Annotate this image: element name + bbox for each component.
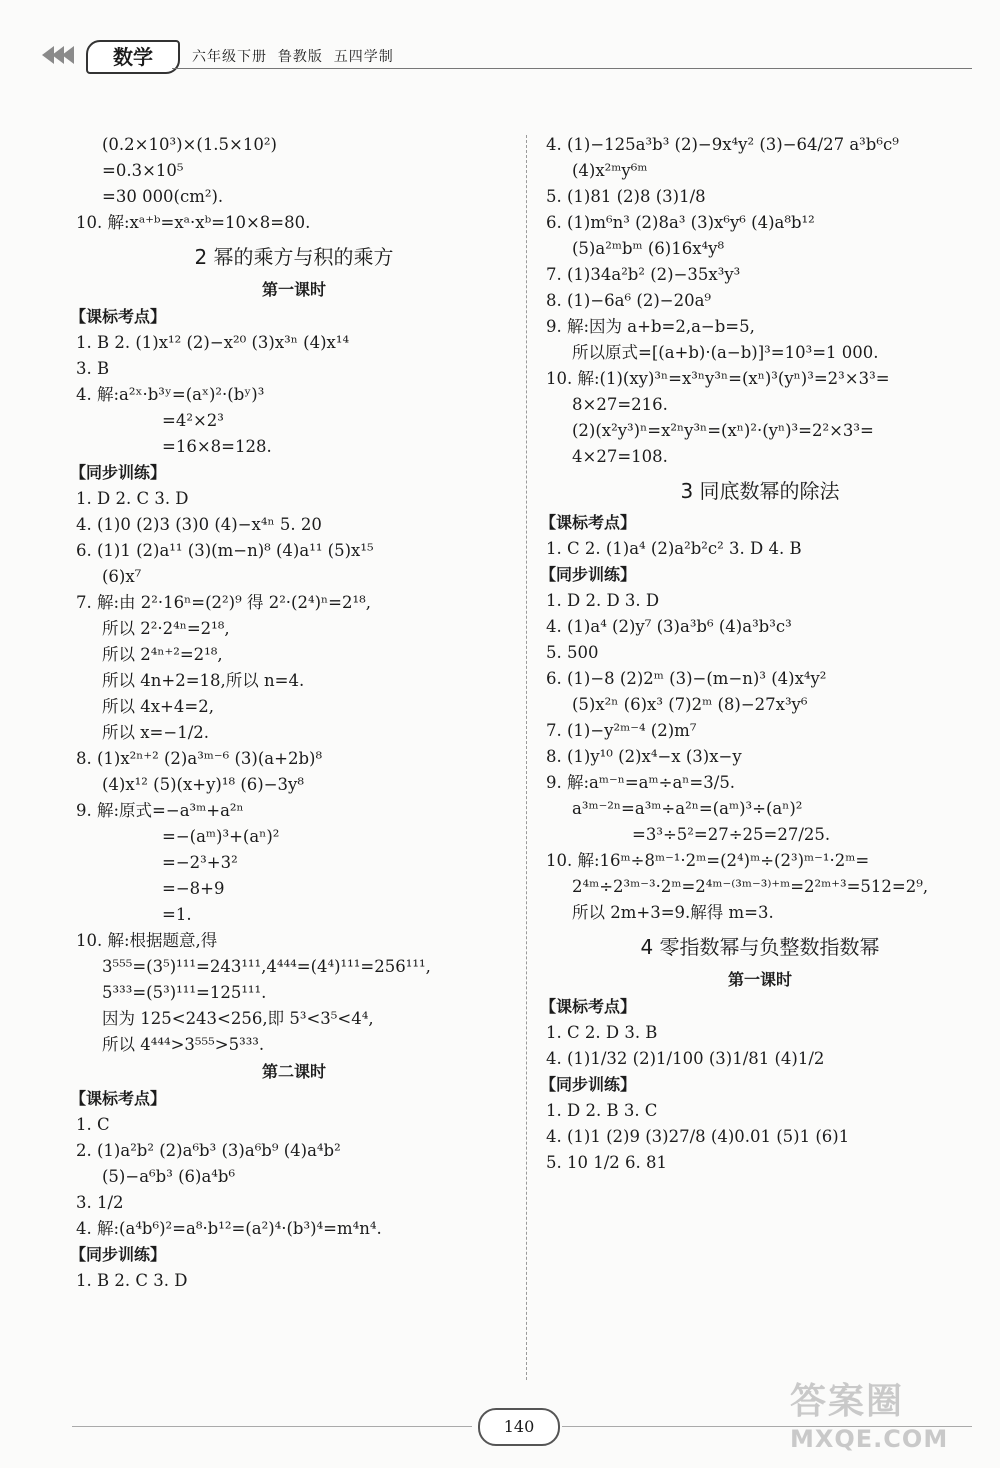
section-label: 【同步训练】 — [540, 1075, 637, 1094]
section-label: 【同步训练】 — [70, 463, 167, 482]
answer-line: 所以原式=[(a+b)·(a−b)]³=10³=1 000. — [572, 343, 879, 362]
answer-line: (4)x¹² (5)(x+y)¹⁸ (6)−3y⁸ — [102, 775, 304, 794]
answer-line: 5. (1)81 (2)8 (3)1/8 — [546, 187, 706, 206]
answer-line: 所以 2²·2⁴ⁿ=2¹⁸, — [102, 619, 230, 638]
answer-line: 1. D 2. C 3. D — [76, 489, 189, 508]
answer-line: 4. (1)1/32 (2)1/100 (3)1/81 (4)1/2 — [546, 1049, 825, 1068]
answer-line: 1. D 2. D 3. D — [546, 591, 660, 610]
answer-line: 因为 125<243<256,即 5³<3⁵<4⁴, — [102, 1009, 374, 1028]
answer-line: 所以 4n+2=18,所以 n=4. — [102, 671, 305, 690]
answer-line: (5)x²ⁿ (6)x³ (7)2ᵐ (8)−27x³y⁶ — [572, 695, 808, 714]
answer-line: 8. (1)−6a⁶ (2)−20a⁹ — [546, 291, 712, 310]
section-label: 【课标考点】 — [70, 307, 167, 326]
answer-line: 3. B — [76, 359, 110, 378]
answer-line: 3. 1/2 — [76, 1193, 124, 1212]
section-label: 【同步训练】 — [70, 1245, 167, 1264]
answer-line: 2⁴ᵐ÷2³ᵐ⁻³·2ᵐ=2⁴ᵐ⁻⁽³ᵐ⁻³⁾⁺ᵐ=2²ᵐ⁺³=512=2⁹, — [572, 877, 929, 896]
answer-line: 8×27=216. — [572, 395, 668, 414]
answer-line: 7. 解:由 2²·16ⁿ=(2²)⁹ 得 2²·(2⁴)ⁿ=2¹⁸, — [76, 593, 371, 612]
answer-line: 4. (1)0 (2)3 (3)0 (4)−x⁴ⁿ 5. 20 — [76, 515, 322, 534]
lesson-title: 第一课时 — [727, 970, 792, 989]
header-rule — [172, 68, 972, 69]
section-title: 3 同底数幂的除法 — [680, 479, 840, 503]
right-column — [540, 132, 974, 1176]
answer-line: 5. 500 — [546, 643, 599, 662]
answer-line: 7. (1)34a²b² (2)−35x³y³ — [546, 265, 741, 284]
answer-line: =−(aᵐ)³+(aⁿ)² — [162, 827, 280, 846]
subject-badge: 数学 — [86, 40, 180, 74]
section-title: 2 幂的乘方与积的乘方 — [194, 245, 394, 269]
answer-line: 7. (1)−y²ᵐ⁻⁴ (2)m⁷ — [546, 721, 697, 740]
answer-line: 4. 解:(a⁴b⁶)²=a⁸·b¹²=(a²)⁴·(b³)⁴=m⁴n⁴. — [76, 1219, 382, 1238]
answer-line: =−8+9 — [162, 879, 225, 898]
answer-line: 4. (1)1 (2)9 (3)27/8 (4)0.01 (5)1 (6)1 — [546, 1127, 850, 1146]
answer-line: 所以 4x+4=2, — [102, 697, 214, 716]
answer-line: 8. (1)x²ⁿ⁺² (2)a³ᵐ⁻⁶ (3)(a+2b)⁸ — [76, 749, 323, 768]
answer-line: (6)x⁷ — [102, 567, 142, 586]
answer-line: (5)a²ᵐbᵐ (6)16x⁴y⁸ — [572, 239, 725, 258]
section-title: 4 零指数幂与负整数指数幂 — [640, 935, 880, 959]
header-text: 六年级下册 鲁教版 五四学制 — [192, 49, 394, 65]
answer-line: 所以 x=−1/2. — [102, 723, 210, 742]
answer-line: 10. 解:根据题意,得 — [76, 931, 218, 950]
watermark-top: 答案圈 — [790, 1381, 905, 1422]
answer-line: (5)−a⁶b³ (6)a⁴b⁶ — [102, 1167, 236, 1186]
section-label: 【课标考点】 — [540, 997, 637, 1016]
answer-line: =1. — [162, 905, 192, 924]
answer-line: 4. 解:a²ˣ·b³ʸ=(aˣ)²·(bʸ)³ — [76, 385, 265, 404]
answer-line: =3³÷5²=27÷25=27/25. — [632, 825, 831, 844]
answer-line: =30 000(cm²). — [102, 187, 224, 206]
answer-line: 所以 4⁴⁴⁴>3⁵⁵⁵>5³³³. — [102, 1035, 265, 1054]
answer-line: (4)x²ᵐy⁶ᵐ — [572, 161, 648, 180]
lesson-title: 第二课时 — [261, 1062, 326, 1081]
arrow-icon — [42, 46, 82, 66]
watermark-logo — [790, 1380, 990, 1460]
answer-line: 1. B 2. (1)x¹² (2)−x²⁰ (3)x³ⁿ (4)x¹⁴ — [76, 333, 350, 352]
answer-line: 10. 解:(1)(xy)³ⁿ=x³ⁿy³ⁿ=(xⁿ)³(yⁿ)³=2³×3³= — [546, 369, 890, 388]
answer-line: 6. (1)1 (2)a¹¹ (3)(m−n)⁸ (4)a¹¹ (5)x¹⁵ — [76, 541, 374, 560]
section-label: 【课标考点】 — [70, 1089, 167, 1108]
page-number: 140 — [478, 1408, 560, 1446]
answer-line: 10. 解:16ᵐ÷8ᵐ⁻¹·2ᵐ=(2⁴)ᵐ÷(2³)ᵐ⁻¹·2ᵐ= — [546, 851, 870, 870]
answer-line: (0.2×10³)×(1.5×10²) — [102, 135, 277, 154]
answer-line: 所以 2m+3=9.解得 m=3. — [572, 903, 774, 922]
answer-line: 1. C 2. (1)a⁴ (2)a²b²c² 3. D 4. B — [546, 539, 802, 558]
answer-line: 5. 10 1/2 6. 81 — [546, 1153, 668, 1172]
answer-line: 4. (1)a⁴ (2)y⁷ (3)a³b⁶ (4)a³b³c³ — [546, 617, 792, 636]
answer-line: 6. (1)−8 (2)2ᵐ (3)−(m−n)³ (4)x⁴y² — [546, 669, 827, 688]
answer-line: 1. C — [76, 1115, 110, 1134]
answer-line: 1. D 2. B 3. C — [546, 1101, 658, 1120]
answer-line: 4×27=108. — [572, 447, 668, 466]
answer-line: 10. 解:xᵃ⁺ᵇ=xᵃ·xᵇ=10×8=80. — [76, 213, 311, 232]
answer-line: =16×8=128. — [162, 437, 272, 456]
answer-line: =−2³+3² — [162, 853, 238, 872]
answer-line: 2. (1)a²b² (2)a⁶b³ (3)a⁶b⁹ (4)a⁴b² — [76, 1141, 341, 1160]
section-label: 【同步训练】 — [540, 565, 637, 584]
answer-line: =0.3×10⁵ — [102, 161, 184, 180]
answer-line: 3⁵⁵⁵=(3⁵)¹¹¹=243¹¹¹,4⁴⁴⁴=(4⁴)¹¹¹=256¹¹¹, — [102, 957, 431, 976]
answer-line: 5³³³=(5³)¹¹¹=125¹¹¹. — [102, 983, 267, 1002]
lesson-title: 第一课时 — [261, 280, 326, 299]
answer-line: 1. C 2. D 3. B — [546, 1023, 658, 1042]
left-column — [70, 132, 512, 1294]
section-label: 【课标考点】 — [540, 513, 637, 532]
answer-line: 4. (1)−125a³b³ (2)−9x⁴y² (3)−64/27 a³b⁶c⁹ — [546, 135, 899, 154]
page-header — [42, 38, 972, 78]
answer-line: 8. (1)y¹⁰ (2)x⁴−x (3)x−y — [546, 747, 742, 766]
answer-line: a³ᵐ⁻²ⁿ=a³ᵐ÷a²ⁿ=(aᵐ)³÷(aⁿ)² — [572, 799, 803, 818]
answer-line: 所以 2⁴ⁿ⁺²=2¹⁸, — [102, 645, 223, 664]
answer-line: 6. (1)m⁶n³ (2)8a³ (3)x⁶y⁶ (4)a⁸b¹² — [546, 213, 815, 232]
watermark-bottom: MXQE.COM — [790, 1425, 949, 1453]
column-divider — [526, 135, 527, 1380]
answer-line: 9. 解:因为 a+b=2,a−b=5, — [546, 317, 755, 336]
answer-line: 9. 解:aᵐ⁻ⁿ=aᵐ÷aⁿ=3/5. — [546, 773, 736, 792]
answer-line: 1. B 2. C 3. D — [76, 1271, 188, 1290]
footer-rule-left — [72, 1426, 472, 1427]
answer-line: 9. 解:原式=−a³ᵐ+a²ⁿ — [76, 801, 244, 820]
answer-line: (2)(x²y³)ⁿ=x²ⁿy³ⁿ=(xⁿ)²·(yⁿ)³=2²×3³= — [572, 421, 874, 440]
answer-line: =4²×2³ — [162, 411, 224, 430]
